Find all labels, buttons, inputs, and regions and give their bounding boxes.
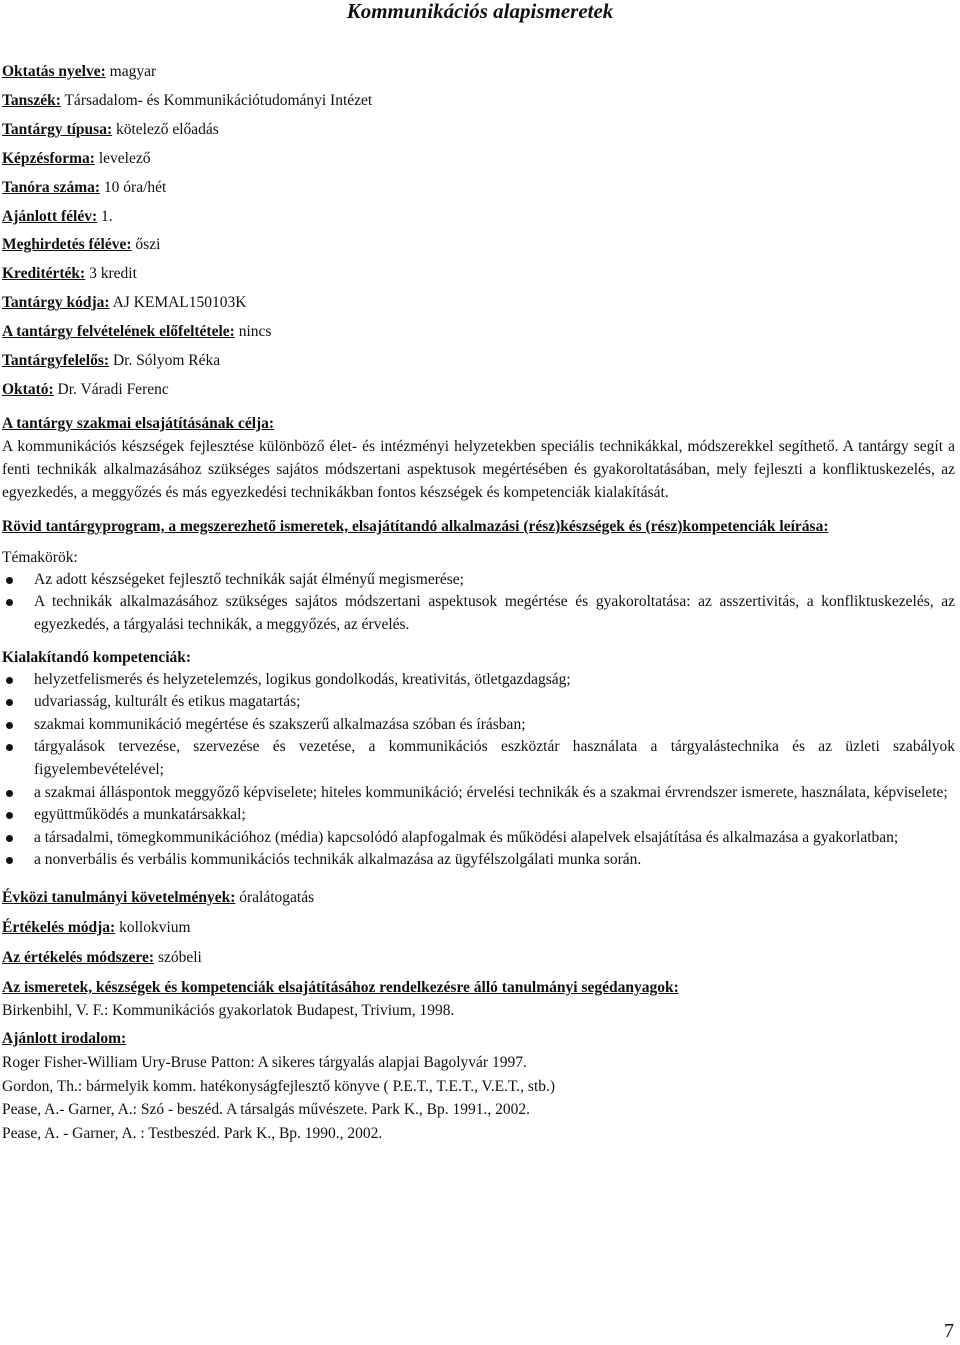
- list-item: a társadalmi, tömegkommunikációhoz (média) kapcsolódó alapfogalmak és működési alapelvek elsajátítása és alkalmazása a gyakorlatban;: [2, 827, 955, 850]
- literature-heading: Ajánlott irodalom:: [2, 1030, 127, 1047]
- field-kepzesforma: [2, 145, 955, 174]
- field-label: Tanszék:: [2, 91, 61, 109]
- field-label: Tantárgy kódja:: [2, 294, 110, 312]
- list-item: szakmai kommunikáció megértése és szakszerű alkalmazása szóban és írásban;: [2, 714, 955, 737]
- field-label: Képzésforma:: [2, 149, 95, 167]
- page-number: 7: [944, 1320, 954, 1342]
- goal-heading: A tantárgy szakmai elsajátításának célja:: [2, 414, 275, 432]
- field-value: AJ KEMAL150103K: [112, 294, 247, 312]
- field-value: levelező: [98, 149, 151, 167]
- field-oktatas-nyelve: [2, 58, 955, 87]
- field-value: Dr. Váradi Ferenc: [57, 380, 169, 398]
- requirement-row: [2, 883, 955, 913]
- field-tantargy-kodja: [2, 289, 955, 318]
- field-ajanlott-felev: [2, 203, 955, 232]
- program-section: [2, 516, 955, 637]
- list-item: udvariasság, kulturált és etikus magatartás;: [2, 691, 955, 714]
- field-label: Tantárgyfelelős:: [2, 352, 110, 370]
- field-label: Meghirdetés féléve:: [2, 236, 132, 254]
- literature-item: Pease, A.- Garner, A.: Szó - beszéd. A társalgás művészete. Park K., Bp. 1991., 2002.: [2, 1101, 530, 1118]
- literature-item: Gordon, Th.: bármelyik komm. hatékonyságfejlesztő könyve ( P.E.T., T.E.T., V.E.T., stb.): [2, 1077, 556, 1095]
- list-item: a szakmai álláspontok meggyőző képviselete; hiteles kommunikáció; érvelési technikák és a szakmai érvrendszer ismerete, használata, képviselete;: [2, 782, 955, 805]
- program-heading: Rövid tantárgyprogram, a megszerezhető ismeretek, elsajátítandó alkalmazási (rész)készségek és (rész)kompetenciák leírása:: [2, 517, 829, 535]
- competencies-heading: Kialakítandó kompetenciák:: [2, 648, 192, 666]
- field-value: 3 kredit: [89, 265, 137, 283]
- field-value: nincs: [238, 323, 272, 341]
- field-value: 10 óra/hét: [103, 178, 167, 196]
- field-kreditertek: [2, 260, 955, 289]
- goal-section: [2, 413, 955, 504]
- requirement-value: kollokvium: [119, 919, 191, 936]
- requirement-label: Az értékelés módszere:: [2, 949, 155, 966]
- field-value: magyar: [109, 63, 157, 80]
- goal-text: A kommunikációs készségek fejlesztése különböző élet- és intézményi helyzetekben speciális technikákkal, módszerekkel segíthető. A tantárgy segít a fenti technikák alkalmazásához szükséges sajátos módszertani aspektusok megértésében és gyakoroltatásában, mely fejleszti a konfliktuskezelés, az egyezkedés, a meggyőzés és más egyezkedési technikákban fontos készségek és kompetenciák kialakítását.: [2, 437, 955, 501]
- requirements-section: [2, 883, 955, 973]
- list-item: A technikák alkalmazásához szükséges sajátos módszertani aspektusok megértése és gyakoroltatása: az asszertivitás, a konfliktuskezelés, az egyezkedés, a tárgyalási technikák, a meggyőzés, az érvelés.: [2, 591, 955, 636]
- competencies-list: [2, 669, 955, 872]
- literature-section: [2, 1027, 955, 1145]
- field-value: Dr. Sólyom Réka: [112, 352, 221, 370]
- materials-section: [2, 976, 955, 1022]
- document-body: [2, 58, 955, 1145]
- field-label: Tanóra száma:: [2, 178, 101, 196]
- requirement-value: óralátogatás: [239, 889, 315, 906]
- field-label: Oktatás nyelve:: [2, 63, 106, 80]
- field-meghirdetes-feleve: [2, 231, 955, 260]
- list-item: együttműködés a munkatársakkal;: [2, 804, 955, 827]
- list-item: helyzetfelismerés és helyzetelemzés, logikus gondolkodás, kreativitás, ötletgazdagság;: [2, 669, 955, 692]
- requirement-label: Évközi tanulmányi követelmények:: [2, 889, 236, 906]
- list-item: Az adott készségeket fejlesztő technikák saját élményű megismerése;: [2, 569, 955, 592]
- materials-heading: Az ismeretek, készségek és kompetenciák elsajátításához rendelkezésre álló tanulmányi segédanyagok:: [2, 979, 679, 996]
- field-tantargy-tipusa: [2, 116, 955, 145]
- field-label: A tantárgy felvételének előfeltétele:: [2, 323, 235, 341]
- field-tanszek: [2, 87, 955, 116]
- field-value: őszi: [135, 236, 161, 254]
- requirement-value: szóbeli: [157, 949, 202, 966]
- field-value: Társadalom- és Kommunikációtudományi Intézet: [64, 91, 373, 109]
- list-item: a nonverbális és verbális kommunikációs technikák alkalmazása az ügyfélszolgálati munka során.: [2, 849, 955, 872]
- field-label: Oktató:: [2, 380, 54, 398]
- literature-item: Pease, A. - Garner, A. : Testbeszéd. Park K., Bp. 1990., 2002.: [2, 1124, 383, 1142]
- competencies-section: [2, 647, 955, 872]
- field-tanora-szama: [2, 174, 955, 203]
- field-value: 1.: [101, 207, 113, 225]
- field-oktato: [2, 376, 955, 405]
- field-value: kötelező előadás: [115, 120, 219, 138]
- list-item: tárgyalások tervezése, szervezése és vezetése, a kommunikációs eszköztár használata a tárgyalástechnika és az üzleti szabályok figyelembevételével;: [2, 736, 955, 781]
- topics-label: Témakörök:: [2, 548, 78, 566]
- field-label: Ajánlott félév:: [2, 207, 98, 225]
- requirement-row: [2, 913, 955, 943]
- field-label: Tantárgy típusa:: [2, 120, 113, 138]
- literature-item: Roger Fisher-William Ury-Bruse Patton: A sikeres tárgyalás alapjai Bagolyvár 1997.: [2, 1054, 527, 1071]
- field-elofeltetel: [2, 318, 955, 347]
- topics-list: [2, 569, 955, 637]
- field-tantargyfelelos: [2, 347, 955, 376]
- requirement-label: Értékelés módja:: [2, 919, 116, 936]
- requirement-row: [2, 943, 955, 973]
- field-label: Kreditérték:: [2, 265, 86, 283]
- course-info-fields: [2, 58, 955, 405]
- materials-text: Birkenbihl, V. F.: Kommunikációs gyakorlatok Budapest, Trivium, 1998.: [2, 1002, 455, 1019]
- document-title: Kommunikációs alapismeretek: [346, 0, 614, 23]
